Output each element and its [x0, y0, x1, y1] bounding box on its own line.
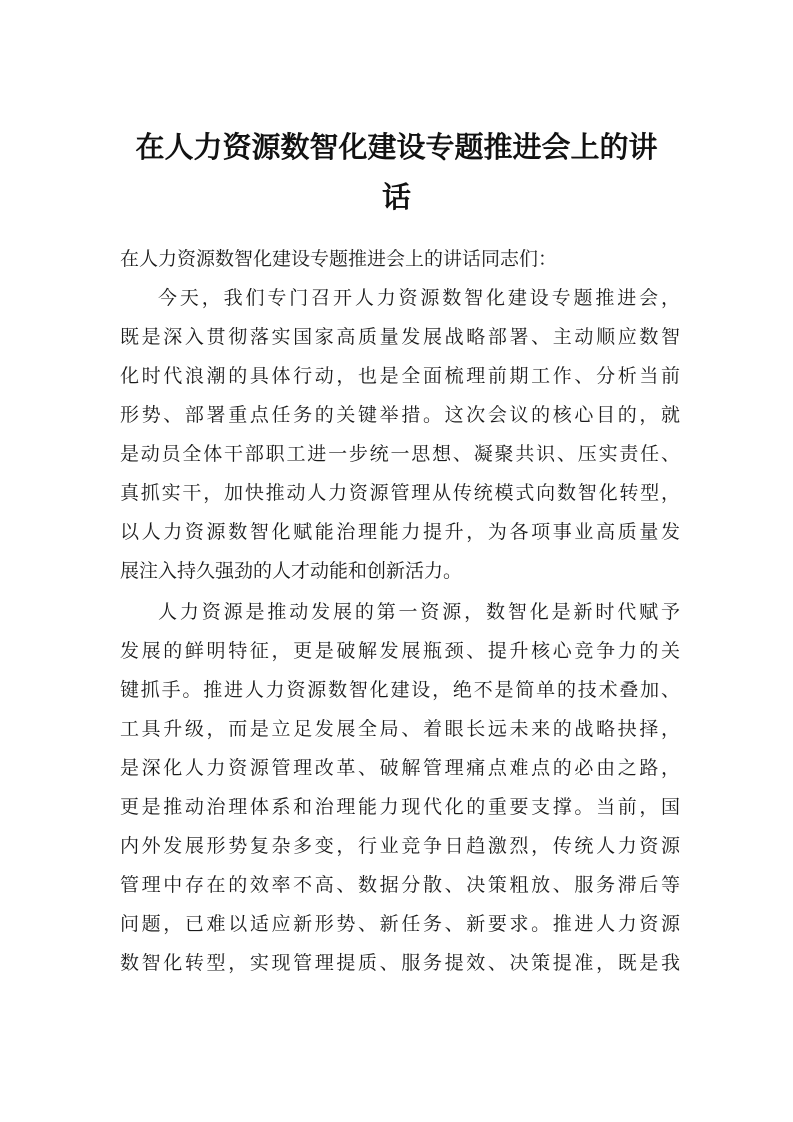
paragraph-1 [120, 279, 680, 591]
paragraph-2 [120, 593, 680, 983]
paragraph-line: 数智化转型，实现管理提质、服务提效、决策提准，既是我 [120, 952, 680, 974]
document-body [120, 240, 680, 983]
paragraph-line: 真抓实干，加快推动人力资源管理从传统模式向数智化转型， [120, 482, 680, 504]
paragraph-line: 既是深入贯彻落实国家高质量发展战略部署、主动顺应数智 [120, 326, 680, 348]
paragraph-line: 今天，我们专门召开人力资源数智化建设专题推进会， [158, 287, 680, 309]
paragraph-line: 人力资源是推动发展的第一资源，数智化是新时代赋予 [158, 601, 680, 623]
title-line-1: 在人力资源数智化建设专题推进会上的讲 [135, 130, 658, 164]
paragraph-line: 以人力资源数智化赋能治理能力提升，为各项事业高质量发 [120, 521, 680, 543]
salutation: 在人力资源数智化建设专题推进会上的讲话同志们： [120, 248, 558, 270]
paragraph-line: 是深化人力资源管理改革、破解管理痛点难点的必由之路， [120, 757, 680, 779]
paragraph-line: 工具升级，而是立足发展全局、着眼长远未来的战略抉择， [120, 718, 680, 740]
paragraph-line: 更是推动治理体系和治理能力现代化的重要支撑。当前，国 [120, 796, 680, 818]
paragraph-line: 键抓手。推进人力资源数智化建设，绝不是简单的技术叠加、 [120, 679, 680, 701]
paragraph-line: 形势、部署重点任务的关键举措。这次会议的核心目的，就 [120, 404, 680, 426]
paragraph-line: 问题，已难以适应新形势、新任务、新要求。推进人力资源 [120, 913, 680, 935]
paragraph-line: 化时代浪潮的具体行动，也是全面梳理前期工作、分析当前 [120, 365, 680, 387]
paragraph-line: 内外发展形势复杂多变，行业竞争日趋激烈，传统人力资源 [120, 835, 680, 857]
paragraph-line: 发展的鲜明特征，更是破解发展瓶颈、提升核心竞争力的关 [120, 640, 680, 662]
document-title [120, 122, 673, 222]
paragraph-line: 展注入持久强劲的人才动能和创新活力。 [120, 560, 463, 582]
paragraph-line: 是动员全体干部职工进一步统一思想、凝聚共识、压实责任、 [120, 443, 680, 465]
paragraph-line: 管理中存在的效率不高、数据分散、决策粗放、服务滞后等 [120, 874, 680, 896]
title-line-2: 话 [381, 180, 411, 214]
